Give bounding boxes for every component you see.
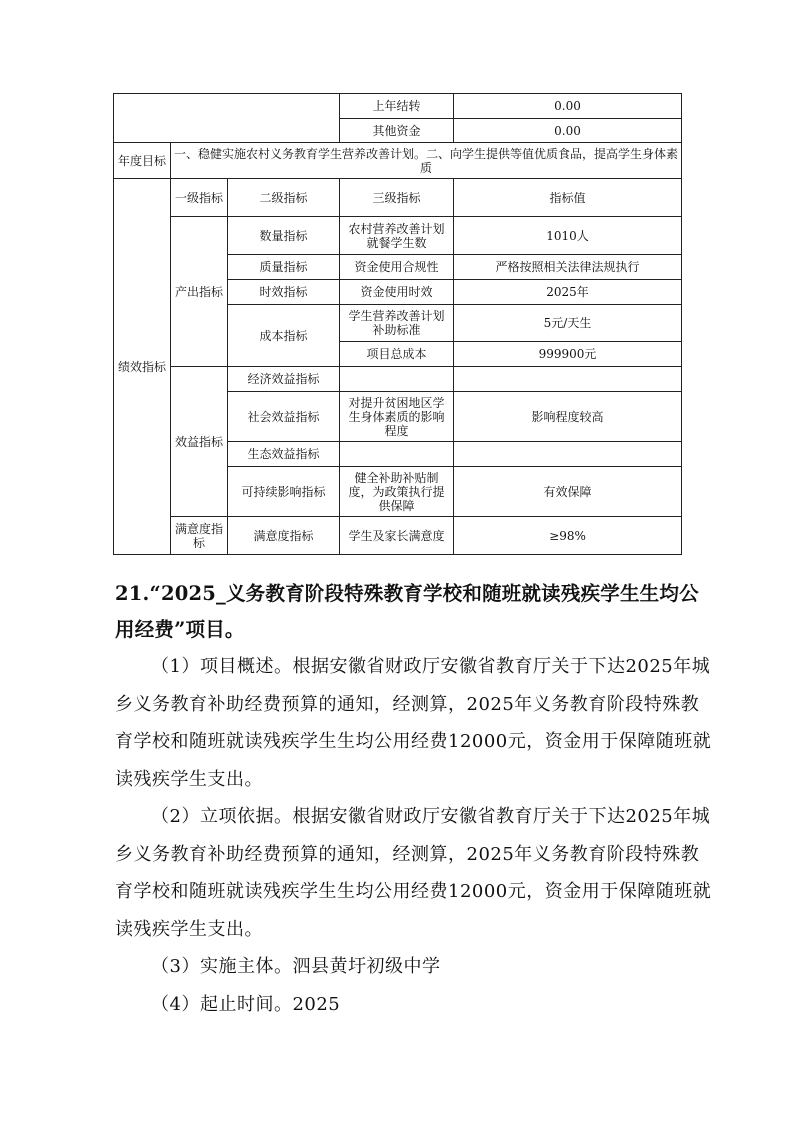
- ecological-value: [454, 442, 682, 467]
- economic-indicator: 经济效益指标: [228, 367, 340, 392]
- table-row: [114, 143, 682, 179]
- performance-table: [113, 93, 682, 555]
- cost-level3-total: 项目总成本: [340, 342, 454, 367]
- annual-goal-label: 年度目标: [114, 143, 171, 179]
- quantity-level3: 农村营养改善计划就餐学生数: [340, 217, 454, 255]
- timeliness-level3: 资金使用时效: [340, 280, 454, 305]
- sustainable-indicator: 可持续影响指标: [228, 467, 340, 517]
- benefit-indicator-label: 效益指标: [171, 367, 228, 517]
- quantity-value: 1010人: [454, 217, 682, 255]
- other-funds-value: 0.00: [454, 119, 682, 143]
- economic-value: [454, 367, 682, 392]
- social-level3: 对提升贫困地区学生身体素质的影响程度: [340, 392, 454, 442]
- table-row: [114, 94, 682, 119]
- header-level3: 三级指标: [340, 179, 454, 217]
- header-level1: 一级指标: [171, 179, 228, 217]
- ecological-level3: [340, 442, 454, 467]
- prior-year-carryover-label: 上年结转: [340, 94, 454, 119]
- performance-indicator-label: 绩效指标: [114, 179, 171, 555]
- quantity-indicator: 数量指标: [228, 217, 340, 255]
- section-heading: 21.“2025_义务教育阶段特殊教育学校和随班就读残疾学生生均公用经费”项目。: [115, 582, 699, 641]
- timeliness-value: 2025年: [454, 280, 682, 305]
- quality-level3: 资金使用合规性: [340, 255, 454, 280]
- table-row: [114, 217, 682, 255]
- annual-goal-text: 一、稳健实施农村义务教育学生营养改善计划。二、向学生提供等值优质食品，提高学生身体素质: [171, 143, 682, 179]
- output-indicator-label: 产出指标: [171, 217, 228, 367]
- table-row: [114, 517, 682, 555]
- header-value: 指标值: [454, 179, 682, 217]
- economic-level3: [340, 367, 454, 392]
- timeliness-indicator: 时效指标: [228, 280, 340, 305]
- social-value: 影响程度较高: [454, 392, 682, 442]
- section-body: [115, 648, 715, 1023]
- table-row: [114, 367, 682, 392]
- sustainable-value: 有效保障: [454, 467, 682, 517]
- satisfaction-level3: 学生及家长满意度: [340, 517, 454, 555]
- sustainable-level3: 健全补助补贴制度，为政策执行提供保障: [340, 467, 454, 517]
- ecological-indicator: 生态效益指标: [228, 442, 340, 467]
- social-indicator: 社会效益指标: [228, 392, 340, 442]
- cost-indicator: 成本指标: [228, 305, 340, 367]
- cost-level3-standard: 学生营养改善计划补助标准: [340, 305, 454, 342]
- paragraph-implementer: （3）实施主体。泗县黄圩初级中学: [151, 956, 441, 977]
- paragraph-period: （4）起止时间。2025: [151, 993, 341, 1015]
- paragraph-basis: （2）立项依据。根据安徽省财政厅安徽省教育厅关于下达2025年城乡义务教育补助经费预算的通知，经测算，2025年义务教育阶段特殊教育学校和随班就读残疾学生生均公用经费12000元，资金用于保障随班就读残疾学生支出。: [115, 806, 712, 940]
- quality-value: 严格按照相关法律法规执行: [454, 255, 682, 280]
- satisfaction-indicator-label: 满意度指标: [171, 517, 228, 555]
- quality-indicator: 质量指标: [228, 255, 340, 280]
- table-row: [114, 179, 682, 217]
- paragraph-overview: （1）项目概述。根据安徽省财政厅安徽省教育厅关于下达2025年城乡义务教育补助经费预算的通知，经测算，2025年义务教育阶段特殊教育学校和随班就读残疾学生生均公用经费12000元，资金用于保障随班就读残疾学生支出。: [115, 656, 712, 790]
- header-level2: 二级指标: [228, 179, 340, 217]
- blank-cell: [114, 94, 340, 143]
- satisfaction-indicator: 满意度指标: [228, 517, 340, 555]
- cost-value-total: 999900元: [454, 342, 682, 367]
- cost-value-standard: 5元/天生: [454, 305, 682, 342]
- other-funds-label: 其他资金: [340, 119, 454, 143]
- prior-year-carryover-value: 0.00: [454, 94, 682, 119]
- satisfaction-value: ≥98%: [454, 517, 682, 555]
